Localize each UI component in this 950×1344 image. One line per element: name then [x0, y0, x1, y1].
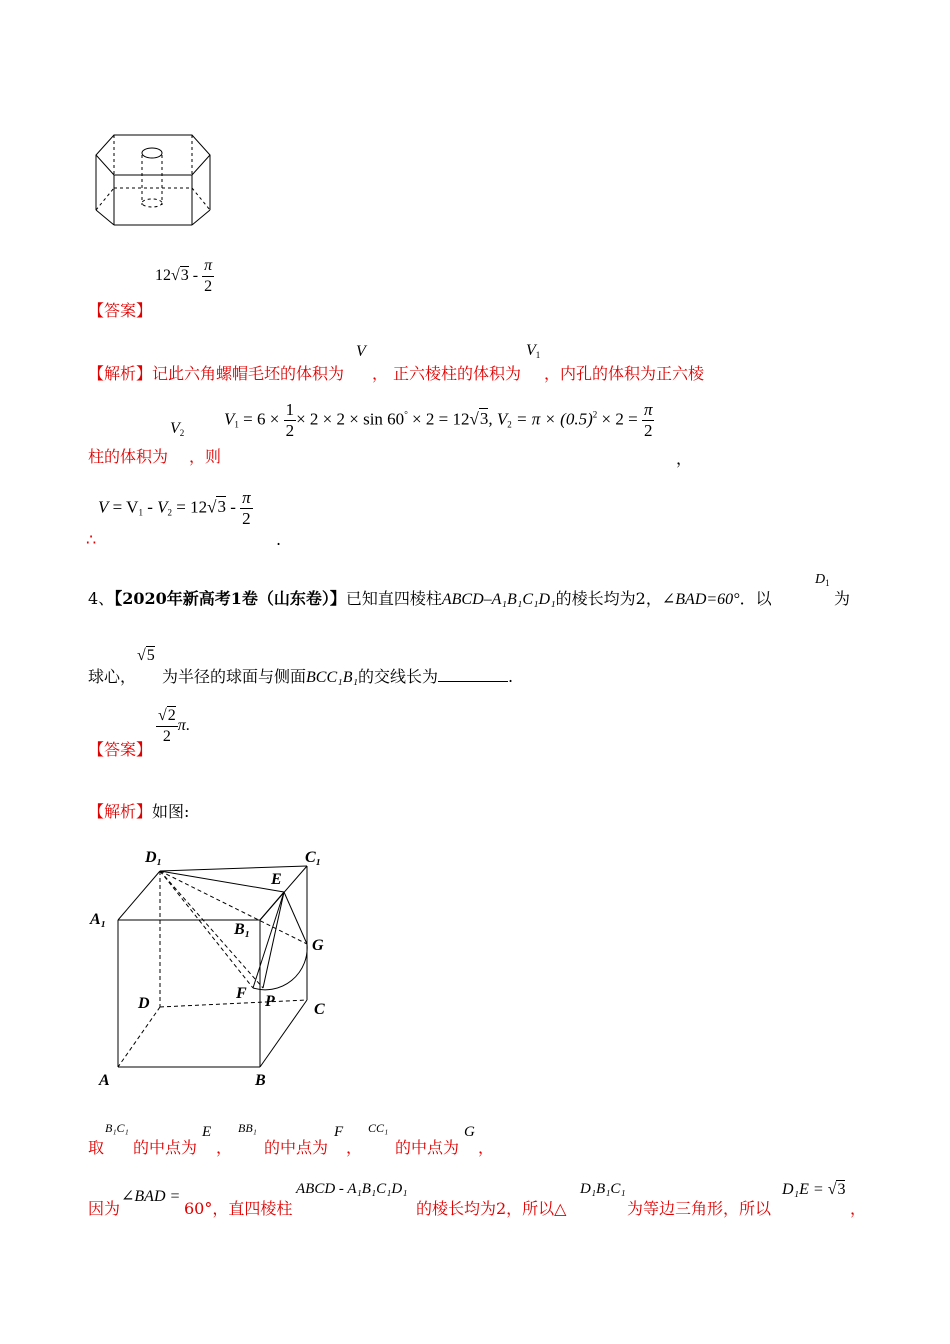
label-b: B: [255, 1072, 266, 1089]
previous-answer-value: 12√3 - $\frac{\pi}{2}$: [155, 257, 213, 295]
point-e: E: [202, 1124, 212, 1140]
midpoint-line-f: 的中点为: [395, 1138, 460, 1157]
prism-name: ABCD - A₁B₁C₁D₁: [296, 1181, 408, 1197]
label-g: G: [312, 937, 324, 954]
seg-cc1: CC₁: [368, 1121, 389, 1135]
seg-bb1: BB₁: [238, 1121, 257, 1135]
previous-analysis-line-1b: 正六棱柱的体积为: [393, 364, 522, 383]
label-a: A: [99, 1072, 110, 1089]
midpoint-line-a: 取: [88, 1138, 105, 1157]
volume-formula-2: $V = V_1 - V_2 = 12√3$ - $\frac{\pi}{2}$: [98, 488, 251, 528]
previous-analysis-then: ，则: [189, 447, 222, 466]
label-p: P: [265, 993, 275, 1010]
reason-line-a: 因为: [88, 1199, 121, 1218]
label-b1: B₁: [234, 921, 251, 938]
previous-analysis-line-1: 【解析】记此六角螺帽毛坯的体积为: [88, 364, 345, 383]
seg-e-g: [284, 892, 307, 944]
previous-analysis-line-1c: ，内孔的体积为正六棱: [544, 364, 705, 383]
midpoint-line-d: 的中点为: [264, 1138, 329, 1157]
answer-label: 【答案】: [88, 740, 153, 759]
triangle-d1b1c1: D₁B₁C₁: [580, 1181, 626, 1197]
arc-f-g: [253, 944, 307, 990]
reason-line-b: 60°，直四棱柱: [184, 1199, 293, 1218]
label-d: D: [138, 995, 150, 1012]
var-v1: $V_1$: [526, 342, 541, 360]
center-d1: $D_1$: [815, 572, 830, 588]
seg-e-f: [253, 892, 284, 988]
edge-d-a: [118, 1007, 160, 1067]
midpoint-line-b: 的中点为: [133, 1138, 198, 1157]
midpoint-line-g: ，: [478, 1138, 495, 1157]
edge-b-c: [260, 1000, 307, 1067]
answer-value: $\frac{√2}{2}$ π.: [158, 707, 190, 745]
var-v: V: [356, 343, 366, 360]
therefore-symbol: ∴: [86, 530, 97, 549]
label-f: F: [236, 985, 247, 1002]
label-a1: A₁: [90, 911, 107, 928]
midpoint-line-e: ，: [346, 1138, 363, 1157]
point-f: F: [334, 1124, 344, 1140]
hex-nut-figure: [92, 125, 222, 230]
formula-period: .: [276, 530, 282, 549]
point-g: G: [464, 1124, 475, 1140]
previous-answer-label: 【答案】: [88, 301, 153, 320]
radius-sqrt5: √5: [137, 647, 155, 664]
problem-4-line-1: 4、【2020年新高考1卷（山东卷）】已知直四棱柱ABCD–A₁B₁C₁D₁的棱长均为2，∠BAD=60°．以: [88, 589, 772, 608]
previous-analysis-line-2: 柱的体积为: [88, 447, 169, 466]
answer-blank: [438, 667, 508, 682]
var-v2: $V_2$: [170, 420, 185, 438]
formula-comma: ，: [676, 449, 693, 468]
seg-b1c1: B₁C₁: [105, 1121, 129, 1135]
analysis-label: 【解析】如图:: [88, 802, 190, 821]
angle-bad: ∠BAD =: [121, 1188, 181, 1205]
problem-4-line-2: 球心，: [88, 667, 137, 686]
edge-d-c: [160, 1000, 307, 1007]
reason-line-d: 为等边三角形，所以: [627, 1199, 772, 1218]
d1e-equals: D₁E = √3: [782, 1181, 846, 1198]
volume-formula-1: $V_1 = 6$ × $\frac{1}{2}$ × 2 × 2 × sin 60° × 2 = 12√3, $V_2 = \pi \times (0.5)^2 \times 2$ = $\frac{\pi}{2}$: [224, 400, 653, 440]
prism-figure: [85, 840, 345, 1095]
comma: ，: [372, 364, 389, 383]
label-c1: C₁: [305, 849, 322, 866]
edge-d1-a1: [118, 871, 160, 920]
label-d1: D₁: [145, 849, 163, 866]
label-e: E: [271, 871, 282, 888]
label-c: C: [314, 1001, 325, 1018]
problem-4-line-1-end: 为: [834, 589, 851, 608]
seg-e-p: [263, 892, 284, 988]
problem-4-line-2b: 为半径的球面与侧面BCC₁B₁的交线长为 .: [162, 667, 514, 686]
edge-d1-c1: [160, 866, 307, 871]
reason-line-c: 的棱长均为2，所以△: [416, 1199, 567, 1218]
seg-d1-e: [160, 871, 284, 892]
midpoint-line-c: ，: [216, 1138, 233, 1157]
reason-line-end: ，: [850, 1199, 867, 1218]
